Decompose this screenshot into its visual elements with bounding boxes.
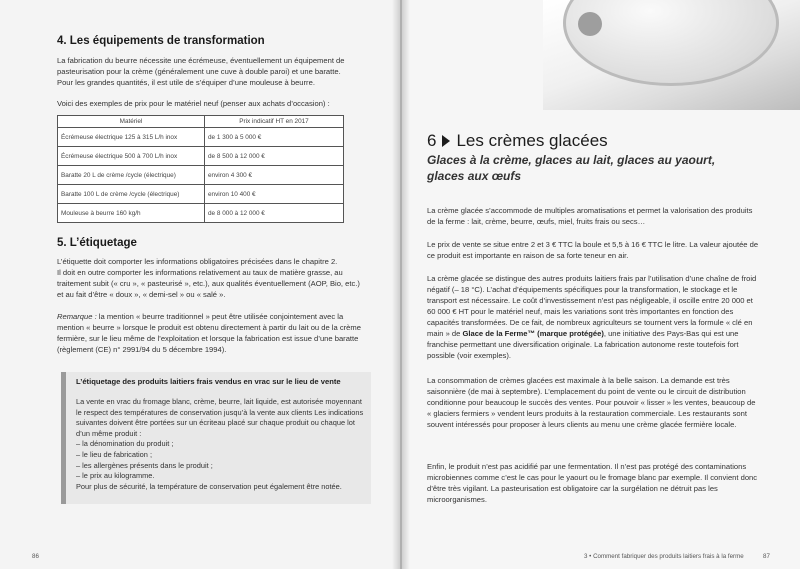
book-gutter <box>392 0 410 569</box>
paragraph-1: La crème glacée s’accommode de multiples aromatisations et permet la valorisation des produits de la ferme : lait, crème, beurre, œufs, miel, fruits frais ou secs… <box>427 206 753 226</box>
paragraph-4: La consommation de crèmes glacées est maximale à la belle saison. La demande est très saisonnière (de mai à septembre). L’emplacement du point de vente ou le circuit de distribution conditionne pour beaucoup le succès des ventes. Pour pouvoir « lisser » les ventes, beaucoup de « glaciers fermiers » vendent leurs produits à la restauration commerciale. Les restaurants sont souvent intéressés pour proposer à leurs clients au menu une crème glacée fermière locale. <box>427 376 756 429</box>
table-cell: Mouleuse à beurre 160 kg/h <box>58 204 205 223</box>
table-cell: environ 4 300 € <box>205 166 344 185</box>
box-intro: La vente en vrac du fromage blanc, crème, beurre, lait liquide, est autorisée moyennant le respect des températures de conservation jusqu’à la vente aux clients Les indications suivantes doivent être portées sur un écriteau placé sur chaque produit ou chaque lot d’un même produit : <box>76 397 364 438</box>
table-cell: de 8 000 à 12 000 € <box>205 204 344 223</box>
table-header-cell: Prix indicatif HT en 2017 <box>205 116 344 128</box>
chapter-6-title <box>427 131 608 151</box>
chevron-right-icon <box>442 135 450 147</box>
list-item: – les allergènes présents dans le produit ; <box>76 460 213 470</box>
right-page-number: 87 <box>763 553 770 560</box>
table-row <box>58 166 344 185</box>
table-cell: Baratte 20 L de crème /cycle (électrique) <box>58 166 205 185</box>
p3-text-a: La crème glacée se distingue des autres produits laitiers frais par l’utilisation d’une chaîne de froid négatif (– 18 °C). L’achat d’équipements spécifiques pour la transformation, le stockage et le transport est nécessaire. Le coût d’investissement n’est pas négligeable, il oscille entre 20 000 et 60 000 € HT pour le matériel neuf, mais les variations sont très importantes en fonction des capacités transformées. De ce fait, de nombreux agriculteurs se tournent vers la formule « clé en main » de <box>427 274 757 338</box>
remark-text: la mention « beurre traditionnel » peut être utilisée conjointement avec la mention « beurre » lorsque le produit est obtenu directement à partir du lait ou de la crème fermière, sur le lieu même de l’exploitation et lorsque la fabrication est issue d’une baratte (règlement (CE) n° 2991/94 du 5 décembre 1994). <box>57 312 361 354</box>
section-5-remark <box>57 311 362 355</box>
table-row <box>58 128 344 147</box>
section-5-paragraph-1: L’étiquette doit comporter les informations obligatoires précisées dans le chapitre 2. <box>57 257 338 266</box>
list-item: – la dénomination du produit ; <box>76 439 174 449</box>
paragraph-2: Le prix de vente se situe entre 2 et 3 € TTC la boule et 5,5 à 16 € TTC le litre. La valeur ajoutée de ce produit est importante en raison de sa forte teneur en air. <box>427 240 759 260</box>
chapter-title: Les crèmes glacées <box>456 131 608 150</box>
equipment-price-table <box>57 115 344 223</box>
table-row <box>58 204 344 223</box>
p3-text-b: , une initiative des Pays-Bas qui est une franchise permettant une diversification originale. La fabrication autonome reste toutefois fort possible (voir exemples). <box>427 329 739 360</box>
paragraph-3 <box>427 273 759 361</box>
running-head: 3 • Comment fabriquer des produits laitiers frais à la ferme <box>584 553 744 560</box>
running-head-text: Comment fabriquer des produits laitiers frais à la ferme <box>593 553 744 560</box>
ice-cream-photo <box>543 0 800 110</box>
spoon-shape <box>578 12 602 36</box>
paragraph-5: Enfin, le produit n’est pas acidifié par une fermentation. Il n’est pas protégé des contaminations microbiennes comme c’est le cas pour le yaourt ou le fromage blanc par exemple. Il convient donc d’être très vigilant. La pasteurisation est obligatoire car la surgélation ne détruit pas les microorganismes. <box>427 462 758 504</box>
section-4-heading: 4. Les équipements de transformation <box>57 35 265 47</box>
chapter-number: 6 <box>427 131 437 150</box>
table-header-row <box>58 116 344 128</box>
table-cell: Baratte 100 L de crème /cycle (électrique) <box>58 185 205 204</box>
table-cell: Écrémeuse électrique 500 à 700 L/h inox <box>58 147 205 166</box>
p3-brand: Glace de la Ferme™ (marque protégée) <box>462 329 604 338</box>
section-5-paragraph-2: Il doit en outre comporter les informations relativement au taux de matière grasse, au traitement subit (« cru », « pasteurisé », etc.), aux qualités éventuellement (AOP, Bio, etc.) et au fait d’être « doux », « demi-sel » ou « salé ». <box>57 268 360 299</box>
table-cell: Écrémeuse électrique 125 à 315 L/h inox <box>58 128 205 147</box>
box-outro: Pour plus de sécurité, la température de conservation peut également être notée. <box>76 481 342 491</box>
section-5-heading: 5. L’étiquetage <box>57 237 137 249</box>
running-head-number: 3 <box>584 553 588 560</box>
box-title: L’étiquetage des produits laitiers frais vendus en vrac sur le lieu de vente <box>76 377 341 386</box>
remark-label: Remarque : <box>57 312 97 321</box>
chapter-subtitle: Glaces à la crème, glaces au lait, glaces au yaourt, glaces aux œufs <box>427 153 716 183</box>
list-item: – le prix au kilogramme. <box>76 471 155 481</box>
table-cell: de 1 300 à 5 000 € <box>205 128 344 147</box>
left-page-number: 86 <box>32 553 39 560</box>
list-item: – le lieu de fabrication ; <box>76 449 153 459</box>
section-4-paragraph: La fabrication du beurre nécessite une écrémeuse, éventuellement un équipement de pasteurisation pour la crème (généralement une cuve à double paroi) et une baratte. Pour les grandes quantités, il est utile de s’équiper d’une mouleuse à beurre. <box>57 56 345 87</box>
table-intro: Voici des exemples de prix pour le matériel neuf (penser aux achats d’occasion) : <box>57 99 330 108</box>
table-row <box>58 147 344 166</box>
table-header-cell: Matériel <box>58 116 205 128</box>
right-page <box>400 0 800 569</box>
table-cell: environ 10 400 € <box>205 185 344 204</box>
bulk-labeling-box <box>61 372 371 504</box>
table-row <box>58 185 344 204</box>
table-cell: de 8 500 à 12 000 € <box>205 147 344 166</box>
box-content <box>76 397 366 492</box>
